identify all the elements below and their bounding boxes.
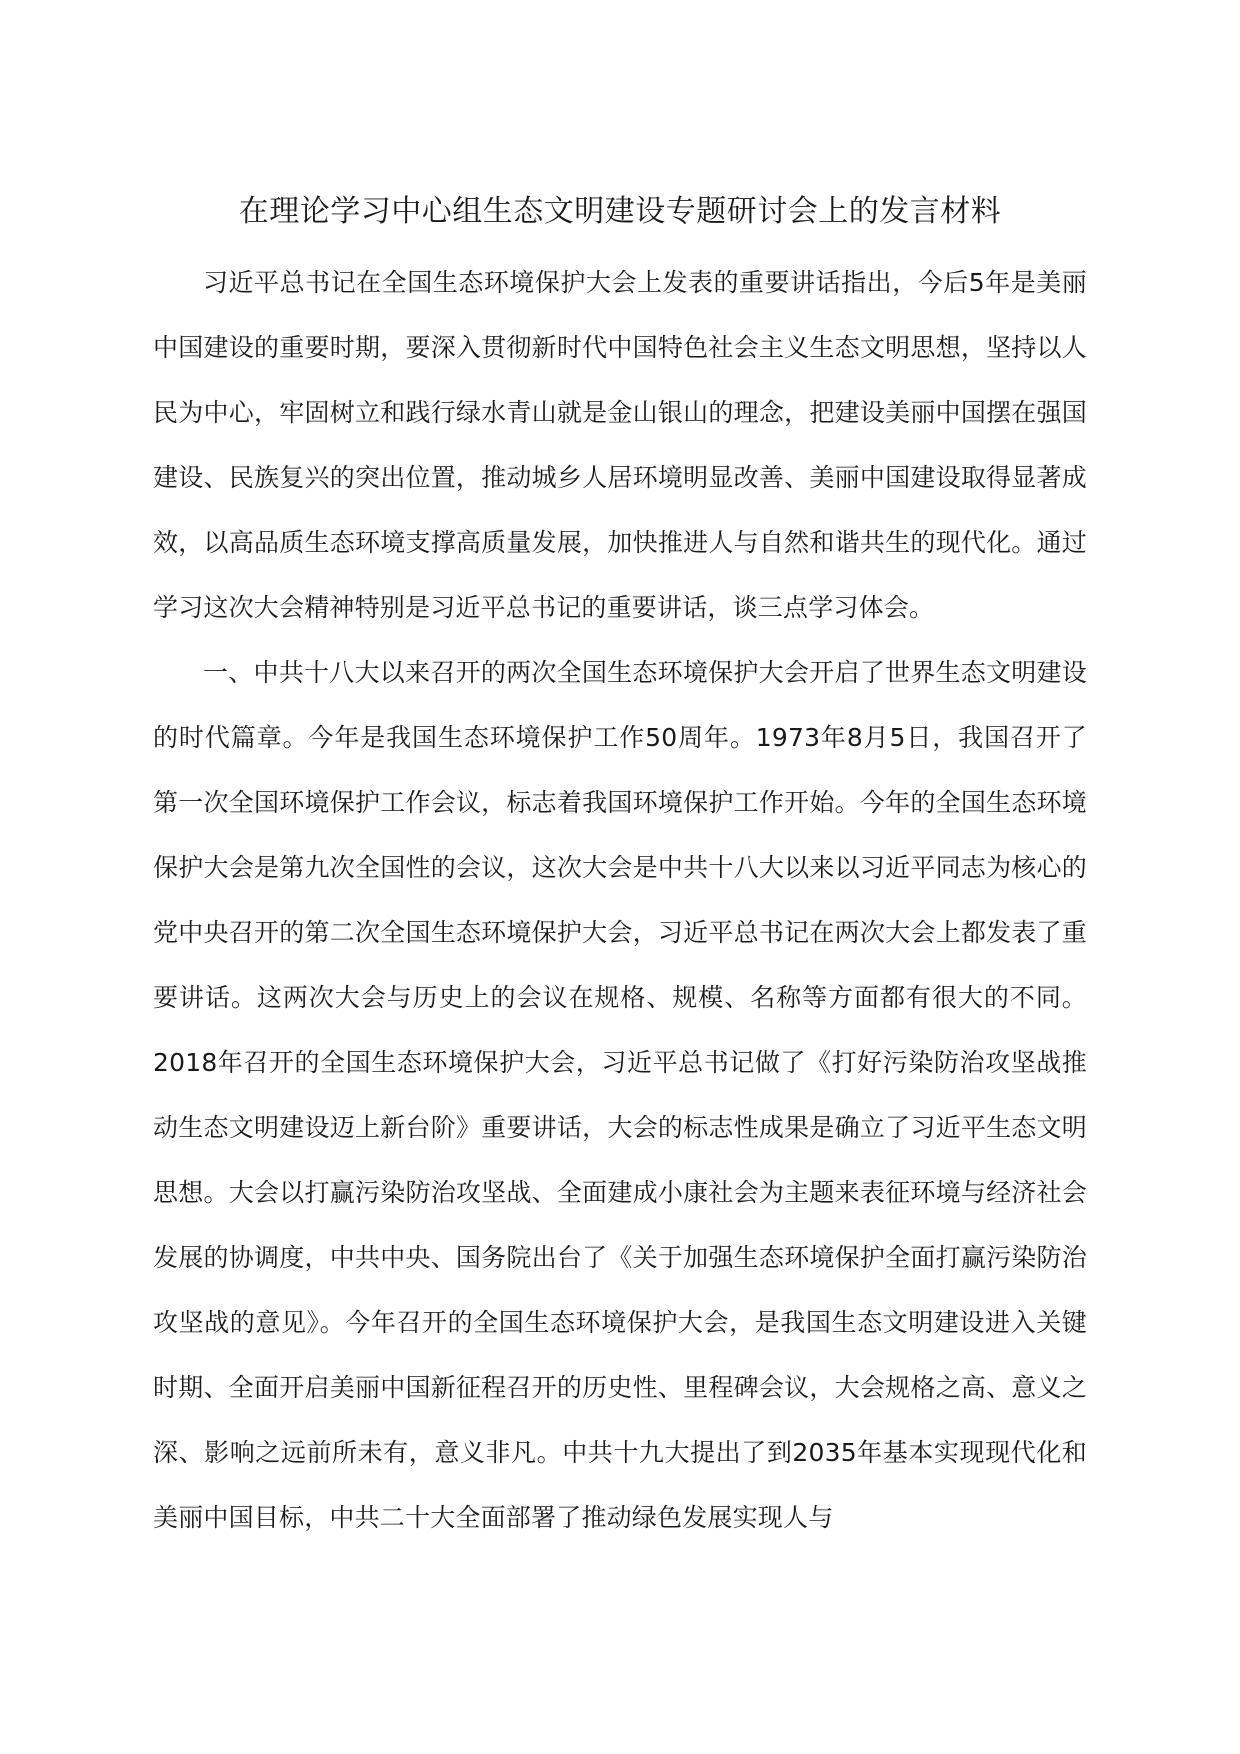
- document-title: 在理论学习中心组生态文明建设专题研讨会上的发言材料: [238, 194, 1002, 229]
- paragraph-intro: 习近平总书记在全国生态环境保护大会上发表的重要讲话指出，今后5年是美丽中国建设的重要时期，要深入贯彻新时代中国特色社会主义生态文明思想，坚持以人民为中心，牢固树立和践行绿水青山就是金山银山的理念，把建设美丽中国摆在强国建设、民族复兴的突出位置，推动城乡人居环境明显改善、美丽中国建设取得显著成效，以高品质生态环境支撑高质量发展，加快推进人与自然和谐共生的现代化。通过学习这次大会精神特别是习近平总书记的重要讲话，谈三点学习体会。: [153, 268, 1087, 622]
- document-body: [153, 250, 1087, 1550]
- paragraph-section-one: 一、中共十八大以来召开的两次全国生态环境保护大会开启了世界生态文明建设的时代篇章。今年是我国生态环境保护工作50周年。1973年8月5日，我国召开了第一次全国环境保护工作会议，标志着我国环境保护工作开始。今年的全国生态环境保护大会是第九次全国性的会议，这次大会是中共十八大以来以习近平同志为核心的党中央召开的第二次全国生态环境保护大会，习近平总书记在两次大会上都发表了重要讲话。这两次大会与历史上的会议在规格、规模、名称等方面都有很大的不同。2018年召开的全国生态环境保护大会，习近平总书记做了《打好污染防治攻坚战推动生态文明建设迈上新台阶》重要讲话，大会的标志性成果是确立了习近平生态文明思想。大会以打赢污染防治攻坚战、全面建成小康社会为主题来表征环境与经济社会发展的协调度，中共中央、国务院出台了《关于加强生态环境保护全面打赢污染防治攻坚战的意见》。今年召开的全国生态环境保护大会，是我国生态文明建设进入关键时期、全面开启美丽中国新征程召开的历史性、里程碑会议，大会规格之高、意义之深、影响之远前所未有，意义非凡。中共十九大提出了到2035年基本实现现代化和美丽中国目标，中共二十大全面部署了推动绿色发展实现人与: [153, 658, 1087, 1532]
